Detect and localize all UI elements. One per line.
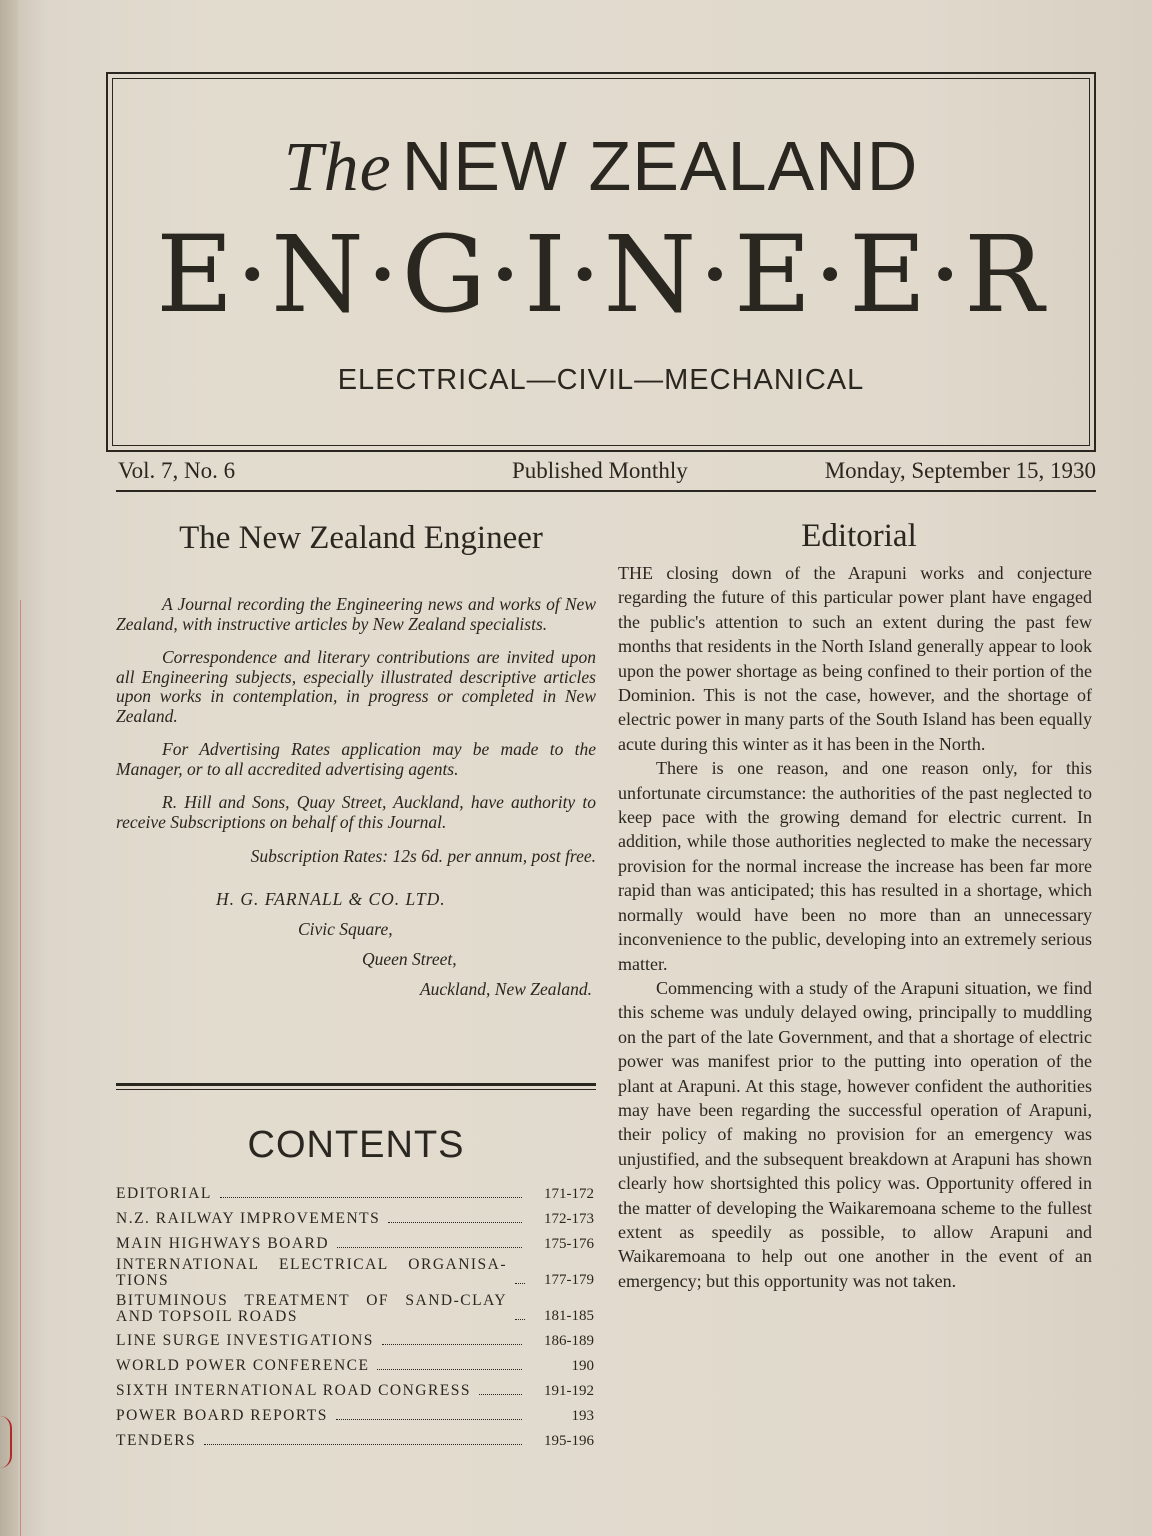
subscription-rates: Subscription Rates: 12s 6d. per annum, post free. bbox=[250, 846, 596, 866]
contents-item-pages: 171-172 bbox=[544, 1186, 594, 1202]
editorial-paragraph: Commencing with a study of the Arapuni situation, we find this scheme was unduly delayed owing, principally to muddling on the part of the late Government, and that a shortage of electric power was manifest prior to the putting into operation of the plant at Arapuni. At this stage, however confident the authorities may have been regarding the successful operation of Arapuni, their policy of making no provision for an emergency was unjustified, and the subsequent breakdown at Arapuni has shown clearly how shortsighted this policy was. Opportunity offered in the matter of developing the Waikaremoana scheme to the fullest extent as speedily as possible, to allow Arapuni and Waikaremoana to help out one another in the event of an emergency; but this opportunity was not taken. bbox=[618, 977, 1092, 1291]
issue-date: Monday, September 15, 1930 bbox=[824, 458, 1096, 483]
contents-item-title: TENDERS bbox=[116, 1432, 197, 1449]
masthead bbox=[106, 72, 1096, 452]
red-mark bbox=[0, 1416, 12, 1468]
contents-heading: CONTENTS bbox=[247, 1124, 465, 1166]
contents-item-title: EDITORIAL bbox=[116, 1185, 212, 1202]
contents-item-title: BITUMINOUS TREATMENT OF SAND-CLAY AND TOPSOIL ROADS bbox=[116, 1292, 508, 1325]
leader-dots bbox=[388, 1222, 522, 1223]
contents-item[interactable] bbox=[116, 1425, 594, 1450]
contents-item[interactable] bbox=[116, 1253, 594, 1289]
contents-item[interactable] bbox=[116, 1375, 594, 1400]
margin-line bbox=[20, 600, 21, 1536]
leader-dots bbox=[204, 1444, 522, 1445]
info-paragraph: Correspondence and literary contributions are invited upon all Engineering subjects, especially illustrated descriptive articles upon works in contemplation, in progress or completed in New Zealand. bbox=[116, 647, 596, 726]
leader-dots bbox=[220, 1197, 522, 1198]
contents-item[interactable] bbox=[116, 1203, 594, 1228]
contents-item[interactable] bbox=[116, 1400, 594, 1425]
contents-item-title: INTERNATIONAL ELECTRICAL ORGANISA- TIONS bbox=[116, 1256, 508, 1289]
address-line: Queen Street, bbox=[362, 949, 457, 969]
contents-item-pages: 172-173 bbox=[544, 1211, 594, 1227]
contents-rule-top bbox=[116, 1083, 596, 1086]
contents-item-title: POWER BOARD REPORTS bbox=[116, 1407, 328, 1424]
editorial-column bbox=[618, 518, 1092, 1293]
contents-item-title: WORLD POWER CONFERENCE bbox=[116, 1357, 370, 1374]
contents-item-pages: 190 bbox=[571, 1358, 594, 1374]
leader-dots bbox=[515, 1319, 525, 1320]
leader-dots bbox=[377, 1369, 522, 1370]
masthead-subtitle: ELECTRICAL—CIVIL—MECHANICAL bbox=[337, 364, 865, 396]
contents-item-pages: 186-189 bbox=[544, 1333, 594, 1349]
contents-item-pages: 175-176 bbox=[544, 1236, 594, 1252]
contents-item[interactable] bbox=[116, 1350, 594, 1375]
info-heading: The New Zealand Engineer bbox=[179, 520, 543, 556]
info-paragraph: For Advertising Rates application may be made to the Manager, or to all accredited advertising agents. bbox=[116, 739, 596, 779]
masthead-engineer: E·N·G·I·N·E·E·R bbox=[156, 213, 1046, 336]
contents-item-pages: 193 bbox=[571, 1408, 594, 1424]
masthead-title bbox=[108, 126, 1094, 208]
info-paragraph: A Journal recording the Engineering news and works of New Zealand, with instructive articles by New Zealand specialists. bbox=[116, 594, 596, 634]
address-line: Civic Square, bbox=[298, 919, 393, 939]
leader-dots bbox=[336, 1419, 522, 1420]
issue-rule bbox=[116, 490, 1096, 492]
editorial-heading: Editorial bbox=[801, 518, 917, 554]
issue-bar bbox=[118, 458, 1096, 488]
contents-item-pages: 181-185 bbox=[544, 1308, 594, 1324]
contents-rule-bottom bbox=[116, 1089, 596, 1090]
contents-item[interactable] bbox=[116, 1228, 594, 1253]
leader-dots bbox=[479, 1394, 522, 1395]
contents-item-title: MAIN HIGHWAYS BOARD bbox=[116, 1235, 330, 1252]
address-line: Auckland, New Zealand. bbox=[419, 979, 592, 999]
editorial-paragraph: THE closing down of the Arapuni works and conjecture regarding the future of this particular power plant have engaged the public's attention to such an extent during the past few months that residents in the North Island generally appear to look upon the power shortage as being confined to their portion of the Dominion. This is not the case, however, and the shortage of electric power in many parts of the South Island has been equally acute during this winter as it has been in the North. bbox=[618, 563, 1092, 754]
contents-item-pages: 191-192 bbox=[544, 1383, 594, 1399]
issue-frequency: Published Monthly bbox=[512, 458, 688, 483]
leader-dots bbox=[515, 1283, 525, 1284]
info-paragraph: R. Hill and Sons, Quay Street, Auckland, have authority to receive Subscriptions on behalf of this Journal. bbox=[116, 792, 596, 832]
leader-dots bbox=[382, 1344, 522, 1345]
contents-item[interactable] bbox=[116, 1178, 594, 1203]
issue-volume: Vol. 7, No. 6 bbox=[118, 458, 236, 483]
leader-dots bbox=[337, 1247, 522, 1248]
publisher-address bbox=[116, 889, 596, 999]
contents-item[interactable] bbox=[116, 1289, 594, 1325]
contents-item-title: N.Z. RAILWAY IMPROVEMENTS bbox=[116, 1210, 381, 1227]
contents-item-title: LINE SURGE INVESTIGATIONS bbox=[116, 1332, 374, 1349]
contents-item-pages: 177-179 bbox=[544, 1272, 594, 1288]
contents-list bbox=[116, 1178, 594, 1450]
publication-info bbox=[116, 512, 596, 1009]
contents-item[interactable] bbox=[116, 1325, 594, 1350]
contents-item-title: SIXTH INTERNATIONAL ROAD CONGRESS bbox=[116, 1382, 472, 1399]
contents-item-pages: 195-196 bbox=[544, 1433, 594, 1449]
masthead-the: The bbox=[283, 129, 392, 206]
binding-spine bbox=[0, 0, 18, 1536]
masthead-name: NEW ZEALAND bbox=[401, 127, 919, 205]
editorial-paragraph: There is one reason, and one reason only, for this unfortunate circumstance: the authorities of the past neglected to keep pace with the growing demand for electric current. In addition, while those authorities neglected to make the necessary provision for the normal increase the increase has been far more rapid than was anticipated; this has resulted in a shortage, which normally would have been no more than an unnecessary inconvenience to the public, developing into an extremely serious matter. bbox=[618, 758, 1092, 974]
address-line: H. G. FARNALL & CO. LTD. bbox=[216, 889, 446, 909]
